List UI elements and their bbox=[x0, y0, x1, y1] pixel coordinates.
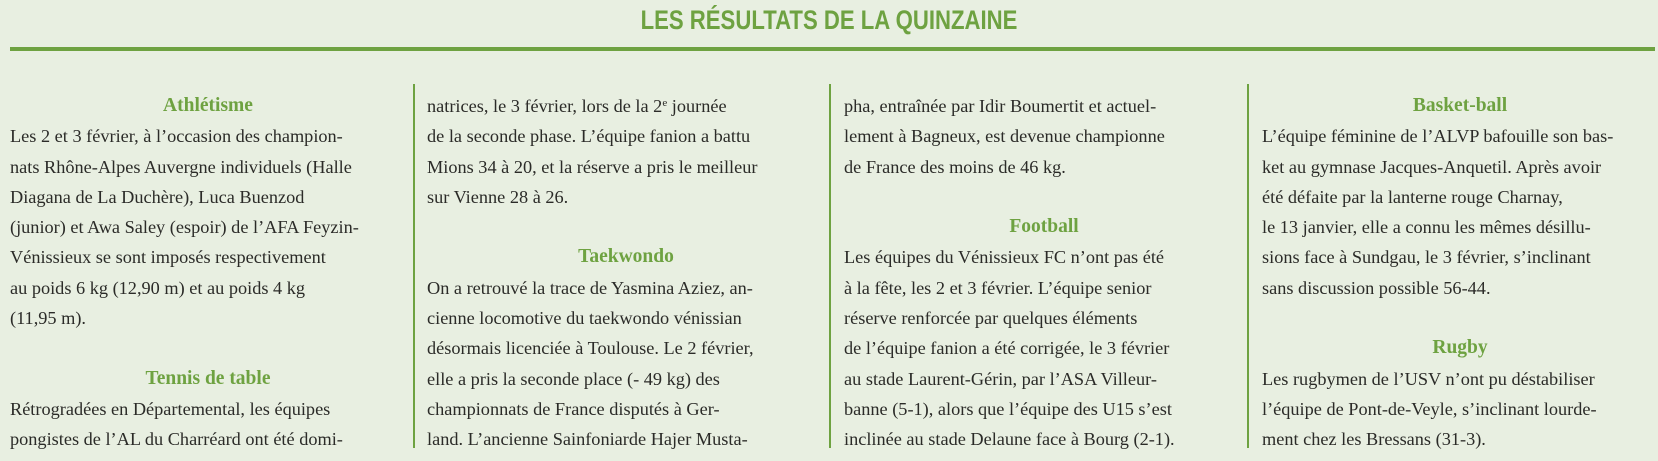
text-line: le 13 janvier, elle a connu les mêmes désillu- bbox=[1262, 217, 1591, 238]
text-line: On a retrouvé la trace de Yasmina Aziez, an- bbox=[427, 277, 753, 298]
column-divider bbox=[413, 84, 415, 448]
column-3 bbox=[844, 91, 1244, 461]
text-line: (junior) et Awa Saley (espoir) de l’AFA Feyzin- bbox=[10, 217, 359, 238]
text-line: à la fête, les 2 et 3 février. L’équipe senior bbox=[844, 277, 1152, 298]
text-line: inclinée au stade Delaune face à Bourg (2-1). bbox=[844, 429, 1175, 450]
text-line: pongistes de l’AL du Charréard ont été domi- bbox=[10, 429, 343, 450]
text-line: cienne locomotive du taekwondo vénissian bbox=[427, 308, 742, 329]
text-line: au poids 6 kg (12,90 m) et au poids 4 kg bbox=[10, 277, 306, 298]
section-gap bbox=[427, 212, 825, 242]
text-line: ment chez les Bressans (31-3). bbox=[1262, 429, 1486, 450]
text-line: réserve renforcée par quelques éléments bbox=[844, 308, 1138, 329]
section-heading-athletisme: Athlétisme bbox=[163, 95, 253, 116]
column-1 bbox=[10, 91, 406, 461]
text-line: sans discussion possible 56-44. bbox=[1262, 277, 1491, 298]
text-line: Mions 34 à 20, et la réserve a pris le meilleur bbox=[427, 156, 758, 177]
text-line: Les 2 et 3 février, à l’occasion des champion- bbox=[10, 126, 343, 147]
text-line: championnats de France disputés à Ger- bbox=[427, 398, 720, 419]
text-line: été défaite par la lanterne rouge Charnay, bbox=[1262, 186, 1563, 207]
text-line: sur Vienne 28 à 26. bbox=[427, 186, 569, 207]
column-divider bbox=[1247, 84, 1249, 448]
text-line: land. L’ancienne Sainfoniarde Hajer Musta- bbox=[427, 429, 748, 450]
text-fragment: natrices, le 3 février, lors de la 2 bbox=[427, 96, 663, 116]
text-line: nats Rhône-Alpes Auvergne individuels (Halle bbox=[10, 156, 352, 177]
section-gap bbox=[1262, 303, 1658, 333]
text-line: désormais licenciée à Toulouse. Le 2 février, bbox=[427, 338, 754, 359]
text-line: Les rugbymen de l’USV n’ont pu déstabiliser bbox=[1262, 368, 1595, 389]
column-4 bbox=[1262, 91, 1658, 461]
text-line: elle a pris la seconde place (- 49 kg) des bbox=[427, 368, 720, 389]
section-heading-rugby: Rugby bbox=[1432, 337, 1488, 359]
section-heading-taekwondo: Taekwondo bbox=[578, 246, 674, 268]
text-line: Les équipes du Vénissieux FC n’ont pas été bbox=[844, 247, 1165, 268]
column-2 bbox=[427, 91, 825, 461]
text-line: de France des moins de 46 kg. bbox=[844, 156, 1066, 177]
text-line bbox=[427, 91, 825, 121]
ordinal-superscript: e bbox=[662, 97, 668, 109]
text-line: Diagana de La Duchère), Luca Buenzod bbox=[10, 186, 305, 207]
column-divider bbox=[829, 84, 831, 448]
text-line: sions face à Sundgau, le 3 février, s’inclinant bbox=[1262, 247, 1591, 268]
title-rule bbox=[10, 47, 1655, 51]
page-title: LES RÉSULTATS DE LA QUINZAINE bbox=[640, 5, 1018, 35]
section-gap bbox=[10, 333, 406, 363]
text-line: au stade Laurent-Gérin, par l’ASA Villeur- bbox=[844, 368, 1157, 389]
section-heading-basket-ball: Basket-ball bbox=[1412, 95, 1508, 116]
text-fragment: journée bbox=[667, 96, 727, 116]
section-heading-football: Football bbox=[1009, 216, 1079, 238]
text-line: L’équipe féminine de l’ALVP bafouille son bas- bbox=[1262, 126, 1614, 147]
text-line: de la seconde phase. L’équipe fanion a battu bbox=[427, 126, 751, 147]
text-line: l’équipe de Pont-de-Veyle, s’inclinant lourde- bbox=[1262, 398, 1597, 419]
text-line: banne (5-1), alors que l’équipe des U15 s’est bbox=[844, 398, 1172, 419]
section-heading-tennis-de-table: Tennis de table bbox=[145, 367, 271, 389]
section-gap bbox=[844, 182, 1244, 212]
text-line: pha, entraînée par Idir Boumertit et actuel- bbox=[844, 96, 1157, 116]
text-line: de l’équipe fanion a été corrigée, le 3 février bbox=[844, 338, 1170, 359]
text-line: Rétrogradées en Départemental, les équipes bbox=[10, 398, 331, 419]
text-line: lement à Bagneux, est devenue championne bbox=[844, 126, 1165, 147]
text-line: Vénissieux se sont imposés respectivement bbox=[10, 247, 326, 268]
text-line: ket au gymnase Jacques-Anquetil. Après avoir bbox=[1262, 156, 1602, 177]
text-line: (11,95 m). bbox=[10, 308, 86, 329]
